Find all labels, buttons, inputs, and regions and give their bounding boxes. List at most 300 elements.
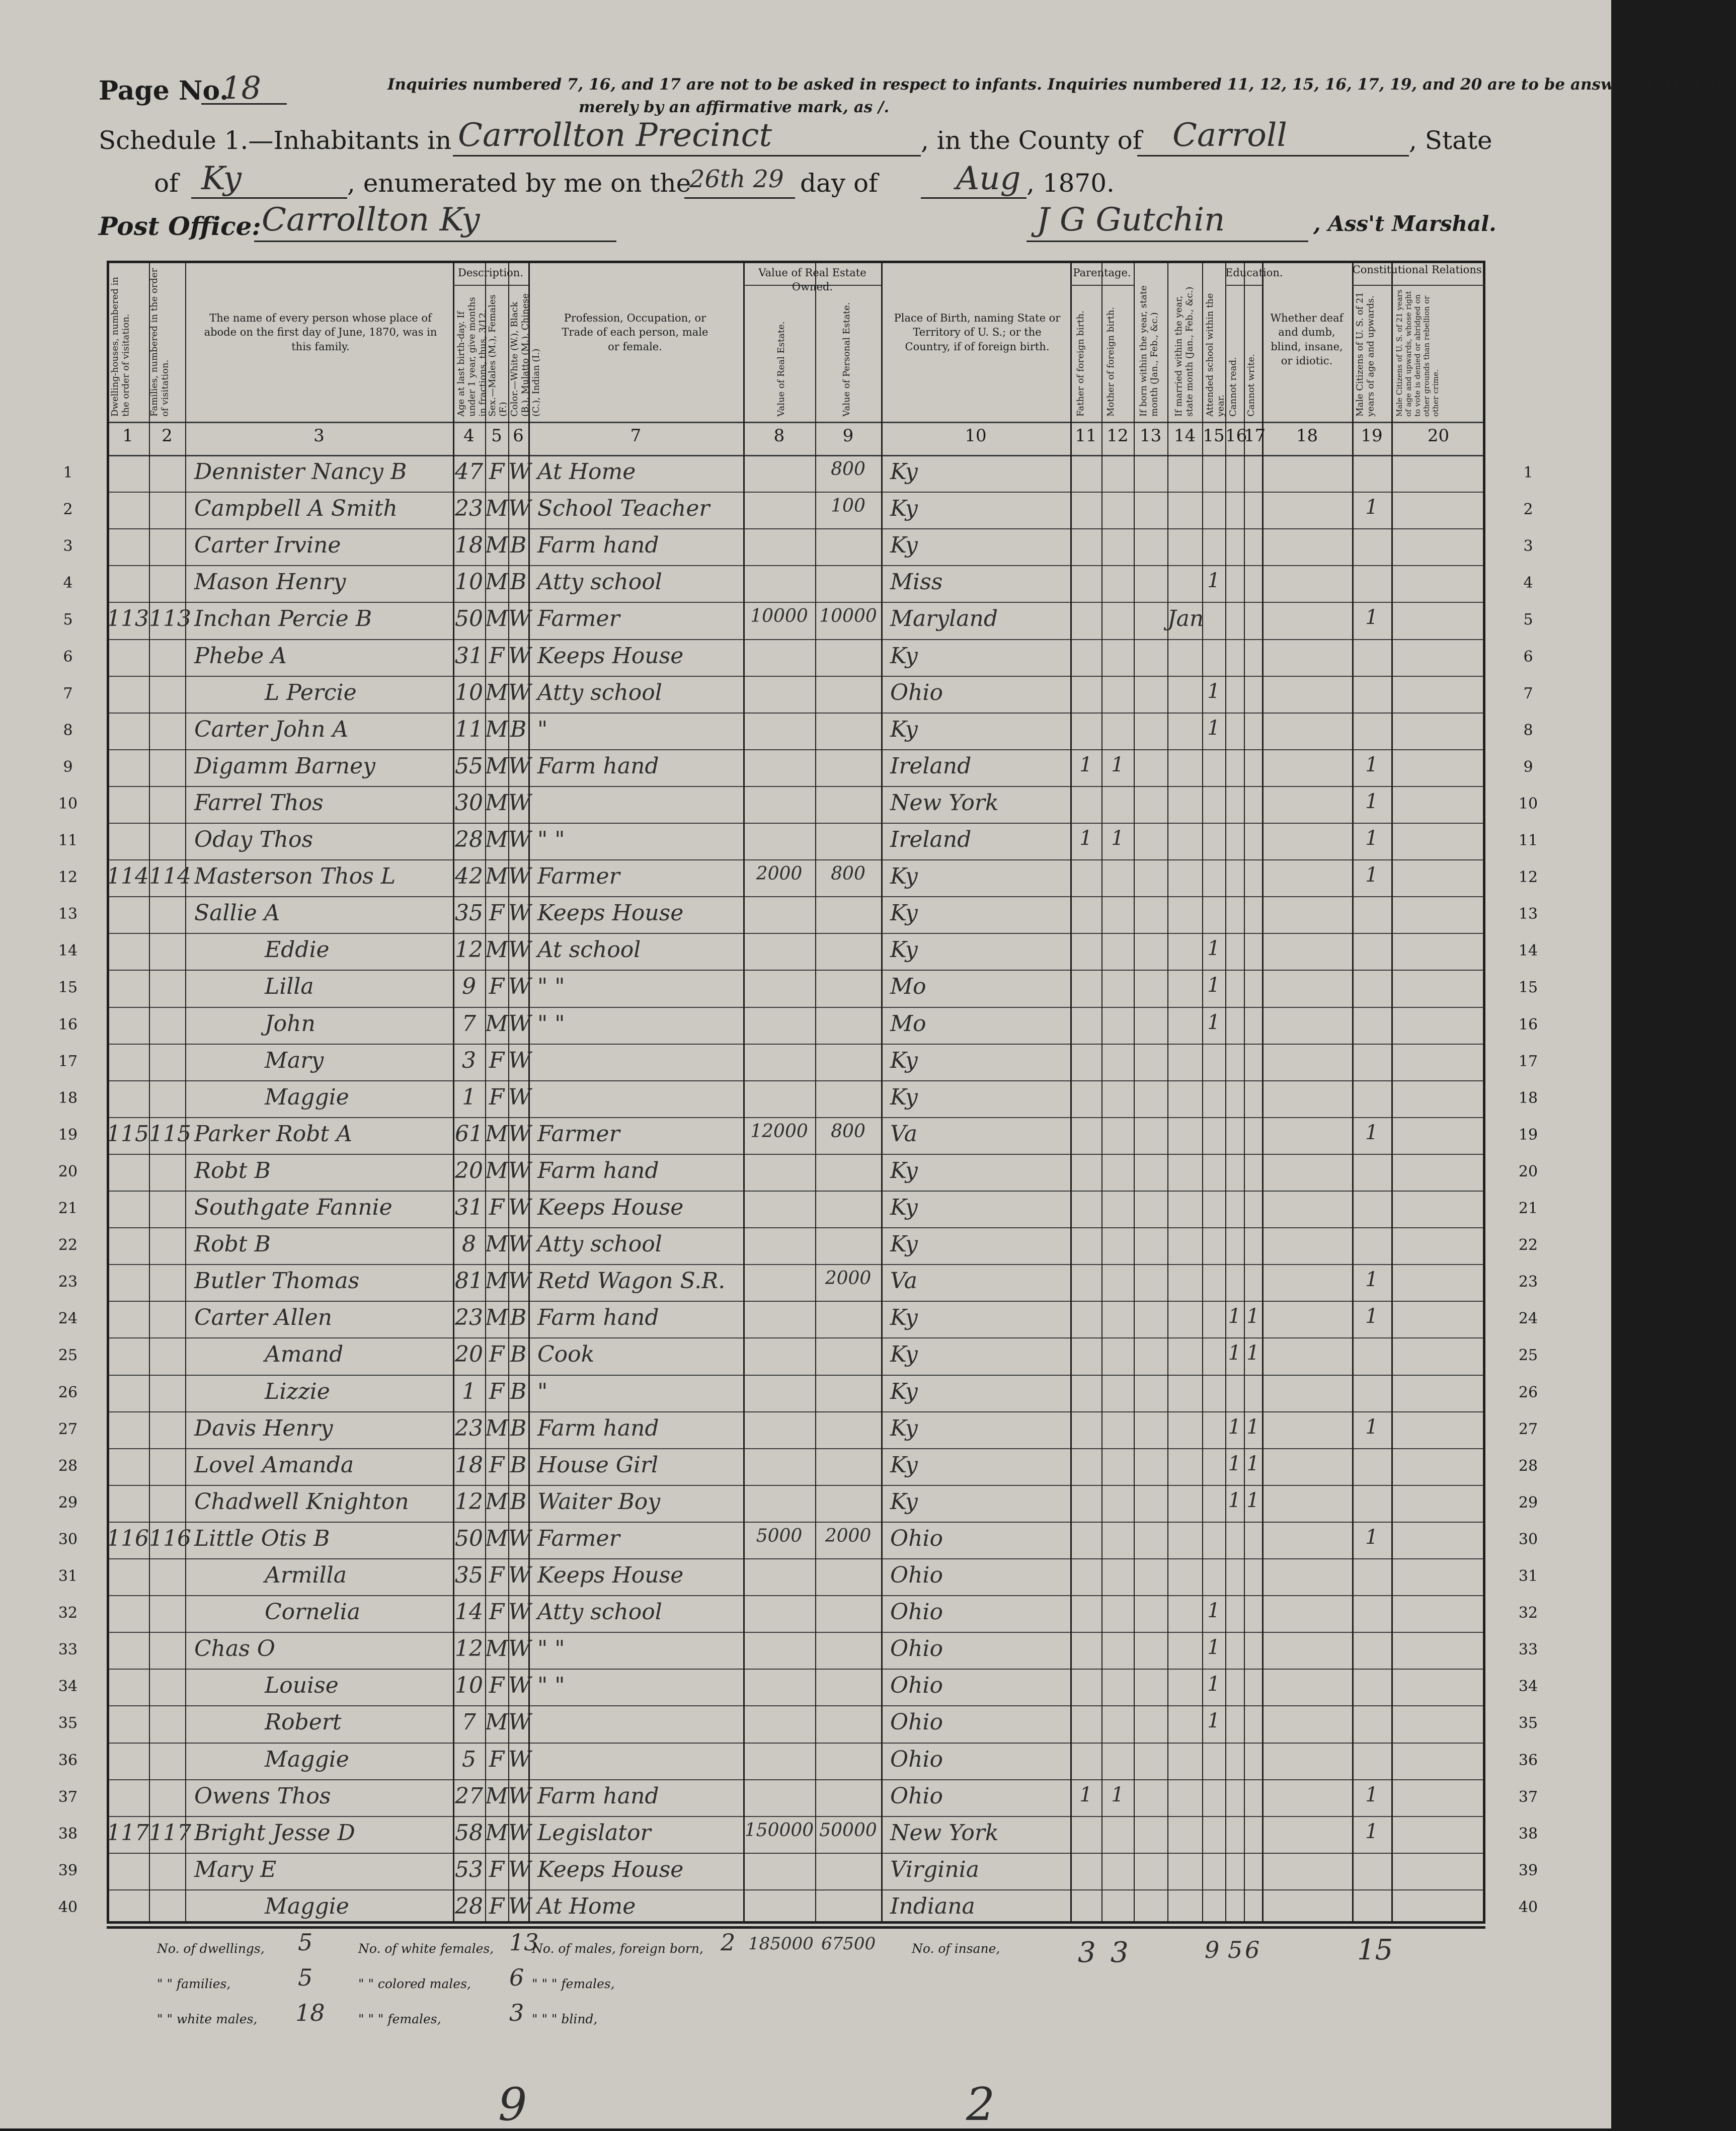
cell-color: W — [508, 974, 531, 1000]
cell-re: 12000 — [750, 1121, 808, 1142]
cell-name: Inchan Percie B — [194, 606, 372, 632]
row-number-right: 9 — [1523, 758, 1533, 776]
column-number-6: 6 — [513, 426, 524, 446]
cell-age: 58 — [455, 1820, 483, 1846]
cell-wr: 1 — [1246, 1452, 1259, 1475]
cell-birth: Ky — [890, 900, 918, 926]
cell-sex: F — [489, 1562, 505, 1588]
header-col-4: Age at last birth-day. If under 1 year, give months in fractions, thus, 3/12. — [456, 297, 489, 417]
day-label: day of — [800, 169, 878, 198]
cell-birth: Ohio — [890, 1636, 943, 1662]
cell-sex: F — [489, 1452, 505, 1478]
header-col-7: Profession, Occupation, or Trade of each person, male or female. — [562, 312, 708, 353]
column-number-18: 18 — [1296, 426, 1318, 446]
cell-sex: F — [489, 1047, 505, 1073]
footer-foreign-females-label: " " " females, — [532, 1977, 615, 1991]
cell-fam: 116 — [149, 1525, 191, 1551]
cell-occ: Retd Wagon S.R. — [537, 1268, 726, 1294]
cell-birth: Ky — [890, 1047, 918, 1073]
cell-color: W — [508, 1783, 531, 1809]
row-number-left: 28 — [58, 1457, 78, 1475]
cell-color: W — [508, 1893, 531, 1919]
column-number-8: 8 — [773, 426, 785, 446]
month-value: Aug — [956, 160, 1021, 197]
cell-birth: Ky — [890, 1084, 918, 1110]
cell-rd: 1 — [1228, 1305, 1241, 1328]
header-col-9: Value of Personal Estate. — [841, 302, 852, 417]
cell-re: 2000 — [756, 863, 803, 885]
cell-age: 12 — [455, 1636, 483, 1662]
cell-name: Robert — [265, 1709, 342, 1735]
column-number-10: 10 — [965, 426, 987, 446]
cell-name: Digamm Barney — [194, 753, 376, 779]
cell-cit: 1 — [1365, 1783, 1378, 1806]
row-number-left: 11 — [58, 832, 78, 849]
cell-sex: F — [489, 459, 505, 485]
row-number-left: 25 — [58, 1347, 78, 1365]
state-label: , State — [1409, 126, 1492, 155]
row-number-left: 23 — [58, 1273, 78, 1291]
cell-name: Bright Jesse D — [194, 1820, 355, 1846]
cell-sex: F — [489, 1084, 505, 1110]
footer-white-females-label: No. of white females, — [358, 1941, 494, 1956]
cell-occ: " — [537, 1378, 548, 1404]
header-col-5: Sex.—Males (M.), Females (F.) — [487, 294, 509, 417]
cell-birth: Ky — [890, 716, 918, 742]
row-number-left: 24 — [58, 1310, 78, 1328]
cell-pe: 2000 — [825, 1525, 872, 1546]
header-col-6: Color.—White (W.), Black (B.), Mulatto (M.), Chinese (C.), Indian (I.) — [509, 293, 542, 417]
header-real-estate: Value of Real Estate Owned. — [758, 267, 866, 293]
cell-occ: Atty school — [537, 1599, 662, 1625]
cell-cit: 1 — [1365, 1525, 1378, 1549]
cell-color: W — [508, 1047, 531, 1073]
cell-name: Parker Robt A — [194, 1121, 352, 1147]
header-col-8: Value of Real Estate. — [776, 321, 786, 417]
cell-sex: M — [485, 1709, 508, 1735]
footer-total-col-11: 3 — [1078, 1936, 1096, 1969]
cell-name: Robt B — [194, 1157, 271, 1183]
cell-fam: 113 — [149, 606, 191, 632]
cell-age: 23 — [455, 1415, 483, 1441]
footer-dwellings: 5 — [298, 1929, 313, 1956]
row-number-left: 2 — [63, 501, 73, 519]
cell-birth: Ky — [890, 863, 918, 890]
cell-name: Cornelia — [265, 1599, 360, 1625]
cell-color: W — [508, 1636, 531, 1662]
cell-age: 12 — [455, 937, 483, 963]
cell-age: 31 — [455, 1195, 483, 1220]
footer-white-females: 13 — [509, 1929, 539, 1956]
row-number-right: 6 — [1523, 648, 1533, 666]
cell-occ: " — [537, 716, 548, 742]
cell-cit: 1 — [1365, 753, 1378, 776]
row-number-left: 4 — [63, 574, 73, 592]
row-number-left: 34 — [58, 1678, 78, 1696]
cell-sex: M — [485, 1305, 508, 1331]
cell-age: 28 — [455, 827, 483, 852]
row-number-right: 30 — [1518, 1530, 1538, 1548]
cell-cit: 1 — [1365, 1121, 1378, 1144]
cell-sex: M — [485, 827, 508, 852]
cell-name: Masterson Thos L — [194, 863, 396, 890]
footer-total-col-16: 5 — [1228, 1936, 1243, 1963]
cell-age: 23 — [455, 1305, 483, 1331]
cell-birth: Maryland — [890, 606, 998, 632]
row-number-right: 34 — [1518, 1678, 1538, 1696]
cell-age: 20 — [455, 1341, 483, 1368]
cell-name: Butler Thomas — [194, 1268, 360, 1294]
footer-white-males-label: " " white males, — [157, 2012, 258, 2026]
cell-birth: Ky — [890, 459, 918, 485]
cell-name: Louise — [265, 1673, 339, 1699]
cell-birth: Ky — [890, 1488, 918, 1515]
cell-birth: Miss — [890, 569, 943, 595]
cell-occ: " " — [537, 974, 565, 1000]
cell-sex: M — [485, 496, 508, 522]
header-col-17: Cannot write. — [1246, 354, 1256, 417]
cell-color: B — [510, 532, 527, 559]
row-number-right: 40 — [1518, 1898, 1538, 1916]
cell-color: W — [508, 1820, 531, 1846]
row-number-left: 33 — [58, 1641, 78, 1659]
cell-dw: 116 — [107, 1525, 149, 1551]
cell-name: Lovel Amanda — [194, 1452, 354, 1478]
row-number-left: 6 — [63, 648, 73, 666]
row-number-right: 29 — [1518, 1493, 1538, 1512]
cell-occ: At Home — [537, 459, 636, 485]
cell-color: W — [508, 1746, 531, 1772]
row-number-left: 40 — [58, 1898, 78, 1916]
row-number-left: 36 — [58, 1751, 78, 1769]
cell-cit: 1 — [1365, 827, 1378, 850]
day-value: 26th 29 — [689, 165, 784, 193]
cell-mo: 1 — [1111, 753, 1124, 776]
cell-age: 50 — [455, 606, 483, 632]
cell-sex: F — [489, 974, 505, 1000]
cell-occ: House Girl — [537, 1452, 659, 1478]
row-number-right: 26 — [1518, 1383, 1538, 1401]
cell-birth: Ky — [890, 1415, 918, 1441]
cell-occ: Keeps House — [537, 1562, 684, 1588]
place-value: Carrollton Precinct — [458, 117, 772, 154]
cell-name: Owens Thos — [194, 1783, 331, 1809]
cell-age: 27 — [455, 1783, 483, 1809]
cell-sch: 1 — [1207, 1636, 1220, 1660]
cell-sex: F — [489, 643, 505, 669]
cell-sch: 1 — [1207, 937, 1220, 961]
row-number-right: 36 — [1518, 1751, 1538, 1769]
page-number-label: Page No. — [99, 75, 229, 106]
cell-age: 42 — [455, 863, 483, 890]
cell-wr: 1 — [1246, 1341, 1259, 1365]
row-number-left: 17 — [58, 1052, 78, 1070]
cell-sex: F — [489, 1341, 505, 1368]
row-number-left: 15 — [58, 979, 78, 997]
cell-sch: 1 — [1207, 679, 1220, 703]
cell-color: W — [508, 1709, 531, 1735]
footer-personal-estate-total: 67500 — [821, 1934, 876, 1954]
footer-real-estate-total: 185000 — [748, 1934, 814, 1954]
row-number-right: 14 — [1518, 942, 1538, 960]
cell-sch: 1 — [1207, 1709, 1220, 1733]
row-number-right: 10 — [1518, 795, 1538, 813]
cell-wr: 1 — [1246, 1305, 1259, 1328]
cell-age: 3 — [462, 1047, 476, 1073]
row-number-right: 17 — [1518, 1052, 1538, 1070]
cell-dw: 115 — [107, 1121, 149, 1147]
cell-age: 10 — [455, 679, 483, 705]
row-number-right: 32 — [1518, 1604, 1538, 1622]
row-number-right: 11 — [1518, 832, 1538, 849]
cell-age: 7 — [462, 1709, 476, 1735]
cell-re: 10000 — [750, 606, 808, 627]
cell-pe: 10000 — [819, 606, 877, 627]
column-number-19: 19 — [1361, 426, 1383, 446]
cell-sex: F — [489, 1856, 505, 1882]
cell-sex: M — [485, 937, 508, 963]
cell-mo: 1 — [1111, 827, 1124, 850]
cell-rd: 1 — [1228, 1488, 1241, 1512]
row-number-left: 8 — [63, 721, 73, 739]
row-number-right: 4 — [1523, 574, 1533, 592]
cell-occ: Keeps House — [537, 1195, 684, 1220]
cell-sch: 1 — [1207, 716, 1220, 740]
cell-sex: M — [485, 606, 508, 632]
cell-color: W — [508, 643, 531, 669]
cell-occ: Atty school — [537, 569, 662, 595]
row-number-right: 1 — [1523, 464, 1533, 482]
cell-birth: Ky — [890, 496, 918, 522]
cell-occ: " " — [537, 827, 565, 852]
cell-birth: Ky — [890, 937, 918, 963]
cell-color: W — [508, 1525, 531, 1551]
row-number-left: 18 — [58, 1089, 78, 1107]
cell-age: 18 — [455, 1452, 483, 1478]
row-number-right: 18 — [1518, 1089, 1538, 1107]
column-number-4: 4 — [463, 426, 475, 446]
cell-color: W — [508, 679, 531, 705]
cell-age: 10 — [455, 1673, 483, 1699]
footer-colored-females-label: " " " females, — [358, 2012, 441, 2026]
cell-sex: F — [489, 1378, 505, 1404]
cell-occ: Farmer — [537, 863, 620, 890]
cell-age: 9 — [462, 974, 476, 1000]
cell-name: Phebe A — [194, 643, 287, 669]
footer-total-col-17: 6 — [1245, 1936, 1260, 1963]
cell-birth: Ky — [890, 1452, 918, 1478]
cell-sex: F — [489, 1195, 505, 1220]
cell-color: B — [510, 1378, 527, 1404]
cell-occ: Farm hand — [537, 1415, 659, 1441]
header-col-2: Families, numbered in the order of visitation. — [149, 268, 171, 417]
cell-occ: At Home — [537, 1893, 636, 1919]
cell-pe: 800 — [831, 863, 865, 885]
cell-dw: 113 — [107, 606, 149, 632]
column-number-11: 11 — [1075, 426, 1097, 446]
cell-color: W — [508, 606, 531, 632]
cell-cit: 1 — [1365, 1820, 1378, 1843]
cell-sex: M — [485, 1415, 508, 1441]
footer-foreign-males-label: No. of males, foreign born, — [532, 1941, 703, 1956]
cell-color: W — [508, 827, 531, 852]
column-number-20: 20 — [1427, 426, 1450, 446]
row-number-left: 22 — [58, 1236, 78, 1254]
row-number-left: 35 — [58, 1714, 78, 1732]
header-education: Education. — [1225, 267, 1283, 279]
page-number-value: 18 — [221, 69, 261, 106]
cell-name: Amand — [265, 1341, 344, 1368]
marshal-label: , Ass't Marshal. — [1313, 211, 1496, 236]
cell-birth: Ohio — [890, 1746, 943, 1772]
row-number-left: 29 — [58, 1493, 78, 1512]
row-number-right: 7 — [1523, 684, 1533, 702]
cell-birth: Ireland — [890, 827, 972, 852]
cell-sex: M — [485, 790, 508, 816]
row-number-left: 1 — [63, 464, 73, 482]
row-number-right: 23 — [1518, 1273, 1538, 1291]
cell-color: W — [508, 900, 531, 926]
cell-sex: M — [485, 1268, 508, 1294]
cell-birth: Ohio — [890, 1709, 943, 1735]
cell-name: Robt B — [194, 1231, 271, 1257]
cell-age: 35 — [455, 1562, 483, 1588]
row-number-right: 38 — [1518, 1825, 1538, 1843]
cell-birth: Ky — [890, 1305, 918, 1331]
header-col-13: If born within the year, state month (Jan., Feb., &c.) — [1138, 285, 1160, 417]
cell-occ: At school — [537, 937, 641, 963]
cell-age: 55 — [455, 753, 483, 779]
cell-birth: Ky — [890, 643, 918, 669]
cell-color: B — [510, 569, 527, 595]
cell-color: W — [508, 1599, 531, 1625]
cell-age: 5 — [462, 1746, 476, 1772]
row-number-left: 5 — [63, 611, 73, 629]
cell-sex: M — [485, 1488, 508, 1515]
cell-occ: Keeps House — [537, 643, 684, 669]
cell-sex: M — [485, 863, 508, 890]
column-number-1: 1 — [122, 426, 133, 446]
cell-occ: Farm hand — [537, 1783, 659, 1809]
cell-occ: Farmer — [537, 1525, 620, 1551]
cell-sex: M — [485, 1636, 508, 1662]
cell-cit: 1 — [1365, 496, 1378, 519]
cell-age: 61 — [455, 1121, 483, 1147]
cell-name: Maggie — [265, 1893, 349, 1919]
footer-families: 5 — [298, 1964, 313, 1991]
cell-name: John — [265, 1010, 315, 1037]
cell-age: 10 — [455, 569, 483, 595]
cell-name: Southgate Fannie — [194, 1195, 392, 1220]
cell-occ: Keeps House — [537, 900, 684, 926]
cell-sex: F — [489, 900, 505, 926]
instructions-line-1: Inquiries numbered 7, 16, and 17 are not to be asked in respect to infants. Inquiries numbered 11, 12, 15, 16, 17, 19, and 20 are to be answered (if at all) — [387, 75, 1736, 94]
row-number-right: 25 — [1518, 1347, 1538, 1365]
cell-cit: 1 — [1365, 790, 1378, 813]
row-number-right: 33 — [1518, 1641, 1538, 1659]
row-number-left: 26 — [58, 1383, 78, 1401]
cell-age: 18 — [455, 532, 483, 559]
cell-birth: Ky — [890, 1341, 918, 1368]
cell-sex: F — [489, 1673, 505, 1699]
cell-re: 150000 — [744, 1820, 814, 1841]
row-number-left: 9 — [63, 758, 73, 776]
cell-birth: Ohio — [890, 1562, 943, 1588]
cell-occ: Farmer — [537, 1121, 620, 1147]
row-number-left: 19 — [58, 1126, 78, 1144]
footer-colored-females: 3 — [509, 1999, 524, 2026]
cell-birth: Va — [890, 1121, 917, 1147]
post-office-label: Post Office: — [99, 211, 261, 241]
cell-color: W — [508, 1231, 531, 1257]
state-value: Ky — [201, 160, 242, 197]
cell-pe: 100 — [831, 496, 865, 517]
column-number-14: 14 — [1173, 426, 1196, 446]
cell-name: Carter John A — [194, 716, 349, 742]
cell-occ: Farmer — [537, 606, 620, 632]
column-number-5: 5 — [491, 426, 502, 446]
cell-sex: M — [485, 1820, 508, 1846]
cell-color: B — [510, 716, 527, 742]
cell-birth: Ky — [890, 1378, 918, 1404]
cell-fam: 115 — [149, 1121, 191, 1147]
column-number-9: 9 — [842, 426, 854, 446]
cell-color: W — [508, 790, 531, 816]
cell-name: Mason Henry — [194, 569, 346, 595]
footer-foreign-males: 2 — [721, 1929, 736, 1956]
cell-fam: 114 — [149, 863, 191, 890]
cell-sch: 1 — [1207, 1599, 1220, 1623]
cell-color: B — [510, 1415, 527, 1441]
cell-color: W — [508, 496, 531, 522]
cell-sex: M — [485, 1525, 508, 1551]
row-number-right: 19 — [1518, 1126, 1538, 1144]
footer-insane-label: No. of insane, — [912, 1941, 1000, 1956]
cell-color: W — [508, 1673, 531, 1699]
header-description: Description. — [458, 267, 523, 279]
cell-birth: Ohio — [890, 1673, 943, 1699]
row-number-left: 20 — [58, 1162, 78, 1180]
cell-age: 11 — [455, 716, 483, 742]
cell-dw: 117 — [107, 1820, 149, 1846]
cell-color: W — [508, 1084, 531, 1110]
cell-age: 23 — [455, 496, 483, 522]
cell-color: W — [508, 1157, 531, 1183]
cell-birth: Ohio — [890, 1599, 943, 1625]
footer-colored-males-label: " " colored males, — [358, 1977, 471, 1991]
bottom-mark-middle: 2 — [966, 2078, 995, 2131]
cell-pe: 50000 — [819, 1820, 877, 1841]
cell-age: 1 — [462, 1084, 476, 1110]
header-col-1: Dwelling-houses, numbered in the order of visitation. — [110, 277, 131, 417]
cell-color: W — [508, 1010, 531, 1037]
cell-occ: Farm hand — [537, 532, 659, 559]
schedule-label: Schedule 1.—Inhabitants in — [99, 126, 452, 155]
header-col-15: Attended school within the year. — [1205, 293, 1226, 417]
cell-sex: M — [485, 1121, 508, 1147]
cell-wr: 1 — [1246, 1488, 1259, 1512]
cell-occ: Cook — [537, 1341, 595, 1368]
county-value: Carroll — [1172, 117, 1287, 154]
cell-name: Sallie A — [194, 900, 280, 926]
cell-color: W — [508, 459, 531, 485]
cell-sch: 1 — [1207, 1673, 1220, 1696]
cell-occ: Atty school — [537, 1231, 662, 1257]
cell-name: Lilla — [265, 974, 314, 1000]
cell-cit: 1 — [1365, 863, 1378, 887]
row-number-right: 22 — [1518, 1236, 1538, 1254]
cell-age: 31 — [455, 643, 483, 669]
